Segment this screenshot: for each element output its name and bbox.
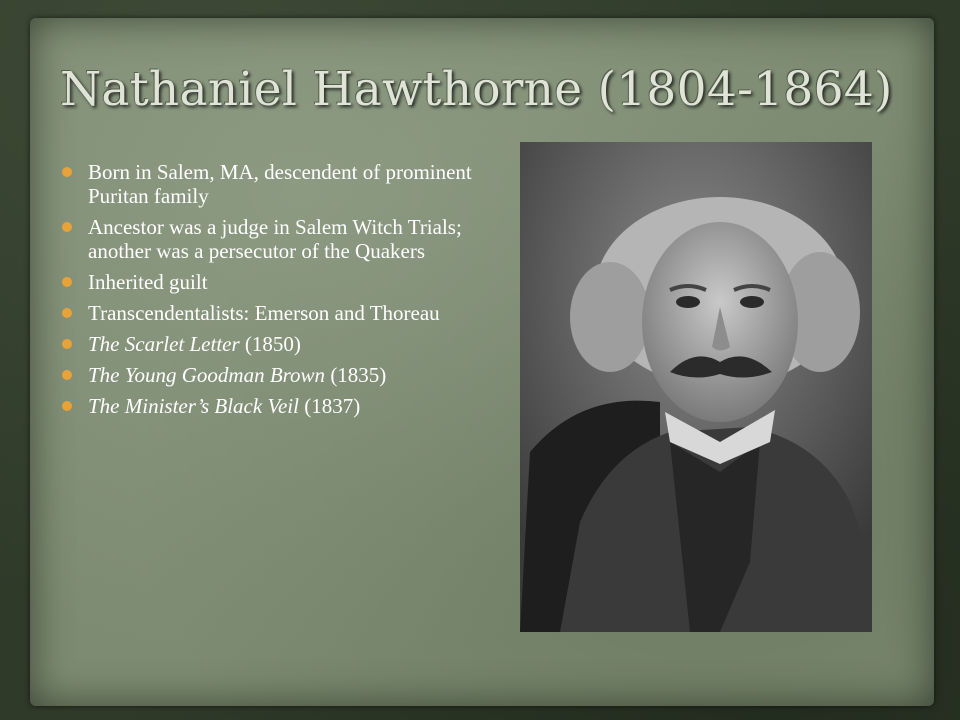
bullet-text: Born in Salem, MA, descendent of prominent Puritan family [88,160,472,208]
portrait-illustration [520,142,872,632]
bullet-icon [62,401,72,411]
list-item [60,332,480,356]
list-item [60,363,480,387]
work-year: (1850) [239,332,301,356]
list-item [60,394,480,418]
bullet-icon [62,167,72,177]
bullet-list [60,160,480,425]
work-title: The Scarlet Letter [88,332,240,356]
bullet-icon [62,370,72,380]
list-item [60,301,480,325]
list-item [60,215,480,263]
work-year: (1835) [325,363,387,387]
bullet-icon [62,308,72,318]
work-title: The Minister’s Black Veil [88,394,299,418]
bullet-icon [62,222,72,232]
bullet-text: Transcendentalists: Emerson and Thoreau [88,301,440,325]
bullet-icon [62,277,72,287]
list-item [60,270,480,294]
bullet-text: Inherited guilt [88,270,208,294]
bullet-text: Ancestor was a judge in Salem Witch Trials; another was a persecutor of the Quakers [88,215,462,263]
bullet-icon [62,339,72,349]
work-year: (1837) [298,394,361,418]
portrait-photo [520,142,872,632]
work-title: The Young Goodman Brown [88,363,326,387]
list-item [60,160,480,208]
slide-title: Nathaniel Hawthorne (1804-1864) [60,62,893,117]
